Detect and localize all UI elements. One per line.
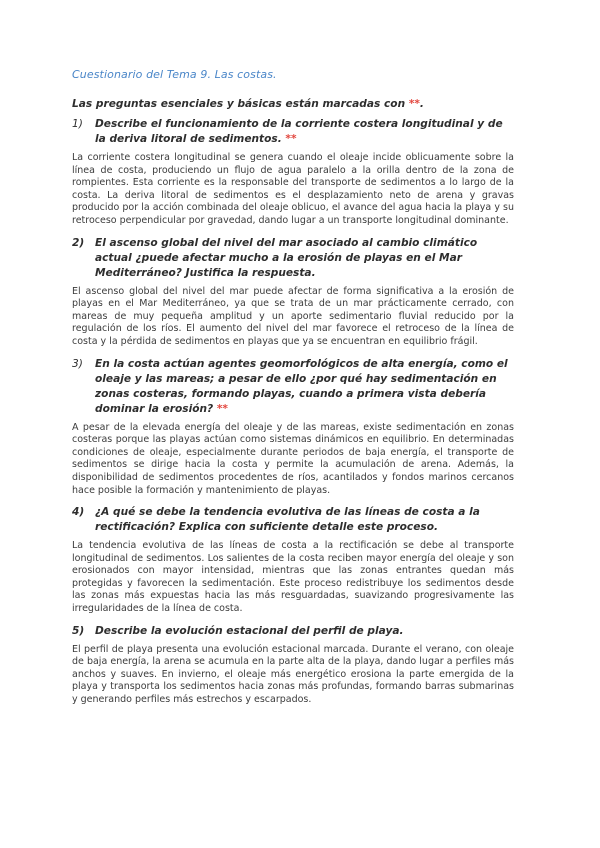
question-text: [95, 236, 514, 281]
question-3: [72, 357, 514, 417]
question-text: [95, 505, 514, 535]
question-5: [72, 624, 514, 639]
essential-mark: **: [285, 133, 297, 145]
intro-note: [72, 98, 514, 110]
answer-4: La tendencia evolutiva de las líneas de costa a la rectificación se debe al transporte longitudinal de sedimentos. Los salientes de la costa reciben mayor energía del oleaje y son erosionados con mayor intensidad, mientras que las zonas entrantes quedan más protegidas y favorecen la sedimentación. Este proceso redistribuye los sedimentos desde las zonas más expuestas hacia las más resguardadas, suavizando progresivamente las irregularidades de la línea de costa.: [72, 540, 514, 615]
question-text-content: Describe la evolución estacional del perfil de playa.: [95, 624, 404, 637]
question-number: 5): [72, 624, 85, 637]
intro-end: .: [419, 98, 424, 110]
essential-mark: **: [216, 402, 228, 415]
question-1: [72, 117, 514, 147]
question-4: [72, 505, 514, 535]
question-number: 2): [72, 236, 85, 249]
essential-mark: **: [408, 98, 420, 110]
question-text: [95, 117, 514, 147]
answer-3: A pesar de la elevada energía del oleaje y de las mareas, existe sedimentación en zonas costeras porque las playas actúan como sistemas dinámicos en equilibrio. En determinadas condiciones de oleaje, especialmente durante periodos de baja energía, el transporte de sedimentos se dirige hacia la costa y permite la acumulación de arena. Además, la disponibilidad de sedimentos procedentes de ríos, acantilados y fondos marinos cercanos hace posible la formación y mantenimiento de playas.: [72, 421, 514, 496]
answer-5: El perfil de playa presenta una evolución estacional marcada. Durante el verano, con oleaje de baja energía, la arena se acumula en la parte alta de la playa, dando lugar a perfiles más anchos y suaves. En invierno, el oleaje más energético erosiona la parte emergida de la playa y transporta los sedimentos hacia zonas más profundas, formando barras submarinas y generando perfiles más estrechos y escarpados.: [72, 643, 514, 706]
question-text-content: Describe el funcionamiento de la corriente costera longitudinal y de la deriva litoral de sedimentos.: [95, 118, 503, 145]
question-text: [95, 357, 514, 417]
intro-text: Las preguntas esenciales y básicas están marcadas con: [72, 98, 409, 110]
question-number: 1): [72, 118, 83, 130]
question-text-content: El ascenso global del nivel del mar asociado al cambio climático actual ¿puede afectar mucho a la erosión de playas en el Mar Mediterráneo? Justifica la respuesta.: [95, 236, 478, 279]
question-number: 4): [72, 506, 85, 519]
question-text: [95, 624, 514, 639]
answer-1: La corriente costera longitudinal se genera cuando el oleaje incide oblicuamente sobre la línea de costa, produciendo un flujo de agua paralelo a la orilla dentro de la zona de rompientes. Esta corriente es la responsable del transporte de sedimentos a lo largo de la costa. La deriva litoral de sedimentos es el desplazamiento neto de arena y gravas producido por la acción combinada del oleaje oblicuo, el avance del agua hacia la playa y su retroceso perpendicular por gravedad, dando lugar a un transporte longitudinal dominante.: [72, 152, 514, 226]
question-number: 3): [72, 357, 83, 370]
question-text-content: En la costa actúan agentes geomorfológicos de alta energía, como el oleaje y las mareas; a pesar de ello ¿por qué hay sedimentación en zonas costeras, formando playas, cuando a primera vista debería dominar la erosión?: [95, 357, 508, 415]
answer-2: El ascenso global del nivel del mar puede afectar de forma significativa a la erosión de playas en el Mar Mediterráneo, ya que se trata de un mar prácticamente cerrado, con mareas de muy pequeña amplitud y un aporte sedimentario fluvial reducido por la regulación de los ríos. El aumento del nivel del mar favorece el retroceso de la línea de costa y la pérdida de sedimentos en playas que ya se encuentran en equilibrio frágil.: [72, 285, 514, 347]
question-text-content: ¿A qué se debe la tendencia evolutiva de las líneas de costa a la rectificación? Explica con suficiente detalle este proceso.: [95, 506, 480, 534]
question-2: [72, 236, 514, 281]
document-title: Cuestionario del Tema 9. Las costas.: [72, 68, 277, 81]
